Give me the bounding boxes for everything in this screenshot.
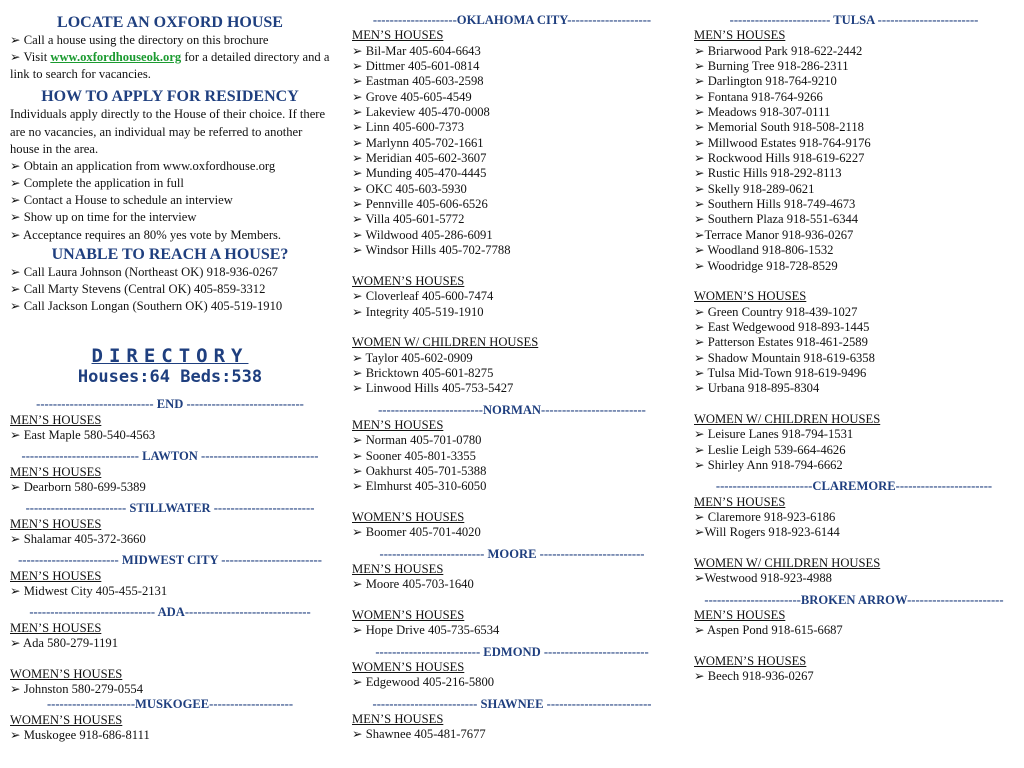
city-header-oklahoma-city: --------------------OKLAHOMA CITY-------------------- bbox=[372, 13, 652, 27]
house-entry[interactable]: ➢ Windsor Hills 405-702-7788 bbox=[352, 243, 511, 258]
city-header-stillwater: ------------------------ STILLWATER ------------------------ bbox=[25, 501, 315, 516]
house-entry[interactable]: ➢ Rockwood Hills 918-619-6227 bbox=[694, 151, 865, 166]
house-entry[interactable]: ➢ Southern Plaza 918-551-6344 bbox=[694, 212, 859, 227]
city-header-ada: ------------------------------ ADA------------------------------ bbox=[29, 605, 311, 620]
house-entry[interactable]: ➢ Shawnee 405-481-7677 bbox=[352, 727, 486, 742]
apply-step: ➢ Obtain an application from www.oxfordhouse.org bbox=[10, 158, 276, 173]
unable-title: UNABLE TO REACH A HOUSE? bbox=[51, 245, 289, 263]
house-entry[interactable]: ➢ Midwest City 405-455-2131 bbox=[10, 583, 168, 598]
house-entry[interactable]: ➢ Shalamar 405-372-3660 bbox=[10, 531, 146, 546]
city-header-broken-arrow: -----------------------BROKEN ARROW----------------------- bbox=[704, 592, 1004, 607]
group-heading: WOMEN’S HOUSES bbox=[352, 273, 465, 288]
group-heading: WOMEN’S HOUSES bbox=[10, 666, 123, 681]
group-heading: WOMEN W/ CHILDREN HOUSES bbox=[694, 411, 881, 426]
group-heading: WOMEN’S HOUSES bbox=[694, 289, 807, 304]
house-entry[interactable]: ➢ Johnston 580-279-0554 bbox=[10, 682, 143, 697]
house-entry[interactable]: ➢ Fontana 918-764-9266 bbox=[694, 89, 823, 104]
house-entry[interactable]: ➢ Oakhurst 405-701-5388 bbox=[352, 463, 487, 478]
locate-call-line: ➢ Call a house using the directory on this brochure bbox=[10, 33, 269, 47]
group-heading: MEN’S HOUSES bbox=[694, 608, 786, 623]
house-entry[interactable]: ➢ Beech 918-936-0267 bbox=[694, 669, 814, 684]
house-entry[interactable]: ➢ Hope Drive 405-735-6534 bbox=[352, 623, 500, 638]
house-entry[interactable]: ➢ Skelly 918-289-0621 bbox=[694, 181, 815, 196]
contact-line: ➢ Call Jackson Longan (Southern OK) 405-519-1910 bbox=[10, 299, 283, 314]
city-header-norman: -------------------------NORMAN------------------------- bbox=[378, 402, 646, 417]
house-entry[interactable]: ➢Terrace Manor 918-936-0267 bbox=[694, 227, 854, 242]
house-entry[interactable]: ➢ Ada 580-279-1191 bbox=[10, 636, 119, 650]
house-entry[interactable]: ➢ Tulsa Mid-Town 918-619-9496 bbox=[694, 365, 867, 380]
house-entry[interactable]: ➢Westwood 918-923-4988 bbox=[694, 571, 832, 586]
group-heading: MEN’S HOUSES bbox=[694, 494, 786, 509]
city-header-shawnee: ------------------------- SHAWNEE ------------------------- bbox=[372, 696, 652, 711]
house-entry[interactable]: ➢ Green Country 918-439-1027 bbox=[694, 304, 858, 319]
visit-suffix: for a detailed directory and a link to search for vacancies. bbox=[10, 50, 330, 82]
house-entry[interactable]: ➢ Dittmer 405-601-0814 bbox=[352, 59, 480, 74]
house-entry[interactable]: ➢ Meadows 918-307-0111 bbox=[694, 105, 831, 120]
house-entry[interactable]: ➢ East Maple 580-540-4563 bbox=[10, 427, 156, 442]
apply-title: HOW TO APPLY FOR RESIDENCY bbox=[41, 88, 299, 106]
city-header-end: ---------------------------- END ---------------------------- bbox=[36, 397, 304, 412]
house-entry[interactable]: ➢ Villa 405-601-5772 bbox=[352, 212, 465, 227]
house-entry[interactable]: ➢ Burning Tree 918-286-2311 bbox=[694, 59, 849, 74]
group-heading: MEN’S HOUSES bbox=[10, 620, 102, 635]
house-entry[interactable]: ➢ Woodridge 918-728-8529 bbox=[694, 258, 838, 273]
house-entry[interactable]: ➢ Wildwood 405-286-6091 bbox=[352, 227, 493, 242]
house-entry[interactable]: ➢ Claremore 918-923-6186 bbox=[694, 510, 836, 524]
locate-title: LOCATE AN OXFORD HOUSE bbox=[57, 14, 283, 31]
house-entry[interactable]: ➢ Taylor 405-602-0909 bbox=[352, 350, 473, 365]
house-entry[interactable]: ➢ Shadow Mountain 918-619-6358 bbox=[694, 350, 875, 365]
house-entry[interactable]: ➢ Southern Hills 918-749-4673 bbox=[694, 197, 856, 212]
house-entry[interactable]: ➢Will Rogers 918-923-6144 bbox=[694, 525, 840, 540]
group-heading: WOMEN’S HOUSES bbox=[10, 712, 123, 727]
group-heading: WOMEN’S HOUSES bbox=[352, 608, 465, 623]
directory-subtitle: Houses:64 Beds:538 bbox=[77, 367, 263, 388]
house-entry[interactable]: ➢ Edgewood 405-216-5800 bbox=[352, 675, 495, 690]
group-heading: MEN’S HOUSES bbox=[694, 28, 786, 43]
apply-step: ➢ Contact a House to schedule an interview bbox=[10, 193, 233, 208]
house-entry[interactable]: ➢ Rustic Hills 918-292-8113 bbox=[694, 166, 842, 181]
house-entry[interactable]: ➢ Darlington 918-764-9210 bbox=[694, 74, 837, 89]
apply-intro: Individuals apply directly to the House of their choice. If there are no vacancies, an individual may be referred to another house in the area. bbox=[10, 107, 326, 156]
group-heading: MEN’S HOUSES bbox=[10, 464, 102, 479]
city-header-moore: ------------------------- MOORE ------------------------- bbox=[379, 546, 645, 561]
house-entry[interactable]: ➢ Eastman 405-603-2598 bbox=[352, 74, 484, 89]
house-entry[interactable]: ➢ Linn 405-600-7373 bbox=[352, 120, 464, 135]
okc-men-list bbox=[352, 44, 672, 259]
visit-prefix: ➢ Visit bbox=[10, 50, 51, 65]
contact-line: ➢ Call Laura Johnson (Northeast OK) 918-936-0267 bbox=[10, 264, 278, 279]
apply-step: ➢ Complete the application in full bbox=[10, 176, 184, 191]
group-heading: WOMEN W/ CHILDREN HOUSES bbox=[694, 556, 881, 571]
group-heading: WOMEN’S HOUSES bbox=[694, 654, 807, 669]
house-entry[interactable]: ➢ Elmhurst 405-310-6050 bbox=[352, 479, 487, 494]
city-header-tulsa: ------------------------ TULSA ------------------------ bbox=[729, 13, 979, 27]
house-entry[interactable]: ➢ Cloverleaf 405-600-7474 bbox=[352, 289, 494, 304]
house-entry[interactable]: ➢ Moore 405-703-1640 bbox=[352, 577, 474, 592]
house-entry[interactable]: ➢ Sooner 405-801-3355 bbox=[352, 448, 476, 463]
group-heading: WOMEN’S HOUSES bbox=[352, 510, 465, 524]
group-heading: MEN’S HOUSES bbox=[10, 568, 102, 583]
group-heading: MEN’S HOUSES bbox=[352, 562, 444, 577]
house-entry[interactable]: ➢ Millwood Estates 918-764-9176 bbox=[694, 135, 871, 150]
house-entry[interactable]: ➢ Dearborn 580-699-5389 bbox=[10, 479, 146, 494]
left-column bbox=[10, 0, 330, 743]
house-entry[interactable]: ➢ Pennville 405-606-6526 bbox=[352, 197, 488, 212]
group-heading: MEN’S HOUSES bbox=[10, 516, 102, 531]
house-entry[interactable]: ➢ Briarwood Park 918-622-2442 bbox=[694, 43, 863, 58]
house-entry[interactable]: ➢ Meridian 405-602-3607 bbox=[352, 151, 487, 166]
city-header-muskogee: ---------------------MUSKOGEE-------------------- bbox=[46, 697, 294, 712]
city-header-lawton: ---------------------------- LAWTON ---------------------------- bbox=[21, 449, 319, 464]
house-entry[interactable]: ➢ Norman 405-701-0780 bbox=[352, 433, 482, 448]
group-heading: WOMEN’S HOUSES bbox=[352, 660, 465, 675]
group-heading: WOMEN W/ CHILDREN HOUSES bbox=[352, 335, 539, 350]
directory-title: DIRECTORY bbox=[91, 345, 249, 368]
middle-column bbox=[352, 0, 672, 743]
house-entry[interactable]: ➢ Shirley Ann 918-794-6662 bbox=[694, 457, 843, 472]
house-entry[interactable]: ➢ Boomer 405-701-4020 bbox=[352, 525, 481, 540]
apply-step: ➢ Acceptance requires an 80% yes vote by Members. bbox=[10, 227, 282, 242]
house-entry[interactable]: ➢ Grove 405-605-4549 bbox=[352, 89, 472, 104]
right-column bbox=[694, 0, 1014, 685]
house-entry[interactable]: ➢ Integrity 405-519-1910 bbox=[352, 304, 484, 319]
house-entry[interactable]: ➢ Aspen Pond 918-615-6687 bbox=[694, 623, 843, 638]
house-entry[interactable]: ➢ Leslie Leigh 539-664-4626 bbox=[694, 442, 846, 457]
group-heading: MEN’S HOUSES bbox=[352, 712, 444, 727]
group-heading: MEN’S HOUSES bbox=[10, 412, 102, 427]
house-entry[interactable]: ➢ Bil-Mar 405-604-6643 bbox=[352, 43, 481, 58]
locate-visit-line bbox=[10, 49, 330, 83]
house-entry[interactable]: ➢ OKC 405-603-5930 bbox=[352, 181, 467, 196]
group-heading: MEN’S HOUSES bbox=[352, 417, 444, 432]
house-entry[interactable]: ➢ Muskogee 918-686-8111 bbox=[10, 728, 150, 743]
house-entry[interactable]: ➢ Memorial South 918-508-2118 bbox=[694, 120, 864, 135]
house-entry[interactable]: ➢ Patterson Estates 918-461-2589 bbox=[694, 335, 868, 350]
house-entry[interactable]: ➢ Leisure Lanes 918-794-1531 bbox=[694, 427, 854, 442]
group-heading: MEN’S HOUSES bbox=[352, 28, 444, 43]
city-header-claremore: -----------------------CLAREMORE----------------------- bbox=[715, 479, 993, 494]
house-entry[interactable]: ➢ Urbana 918-895-8304 bbox=[694, 381, 820, 396]
house-entry[interactable]: ➢ East Wedgewood 918-893-1445 bbox=[694, 319, 870, 334]
house-entry[interactable]: ➢ Marlynn 405-702-1661 bbox=[352, 135, 484, 150]
house-entry[interactable]: ➢ Bricktown 405-601-8275 bbox=[352, 365, 494, 380]
city-header-midwest-city: ------------------------ MIDWEST CITY ------------------------ bbox=[18, 553, 322, 568]
apply-step: ➢ Show up on time for the interview bbox=[10, 210, 197, 225]
house-entry[interactable]: ➢ Linwood Hills 405-753-5427 bbox=[352, 381, 514, 396]
tulsa-men-list bbox=[694, 44, 1014, 274]
city-header-edmond: ------------------------- EDMOND ------------------------- bbox=[375, 644, 649, 659]
house-entry[interactable]: ➢ Munding 405-470-4445 bbox=[352, 166, 487, 181]
contact-line: ➢ Call Marty Stevens (Central OK) 405-859-3312 bbox=[10, 281, 266, 296]
house-entry[interactable]: ➢ Lakeview 405-470-0008 bbox=[352, 105, 490, 120]
oxfordhouseok-link[interactable]: www.oxfordhouseok.org bbox=[50, 50, 182, 65]
house-entry[interactable]: ➢ Woodland 918-806-1532 bbox=[694, 243, 834, 258]
